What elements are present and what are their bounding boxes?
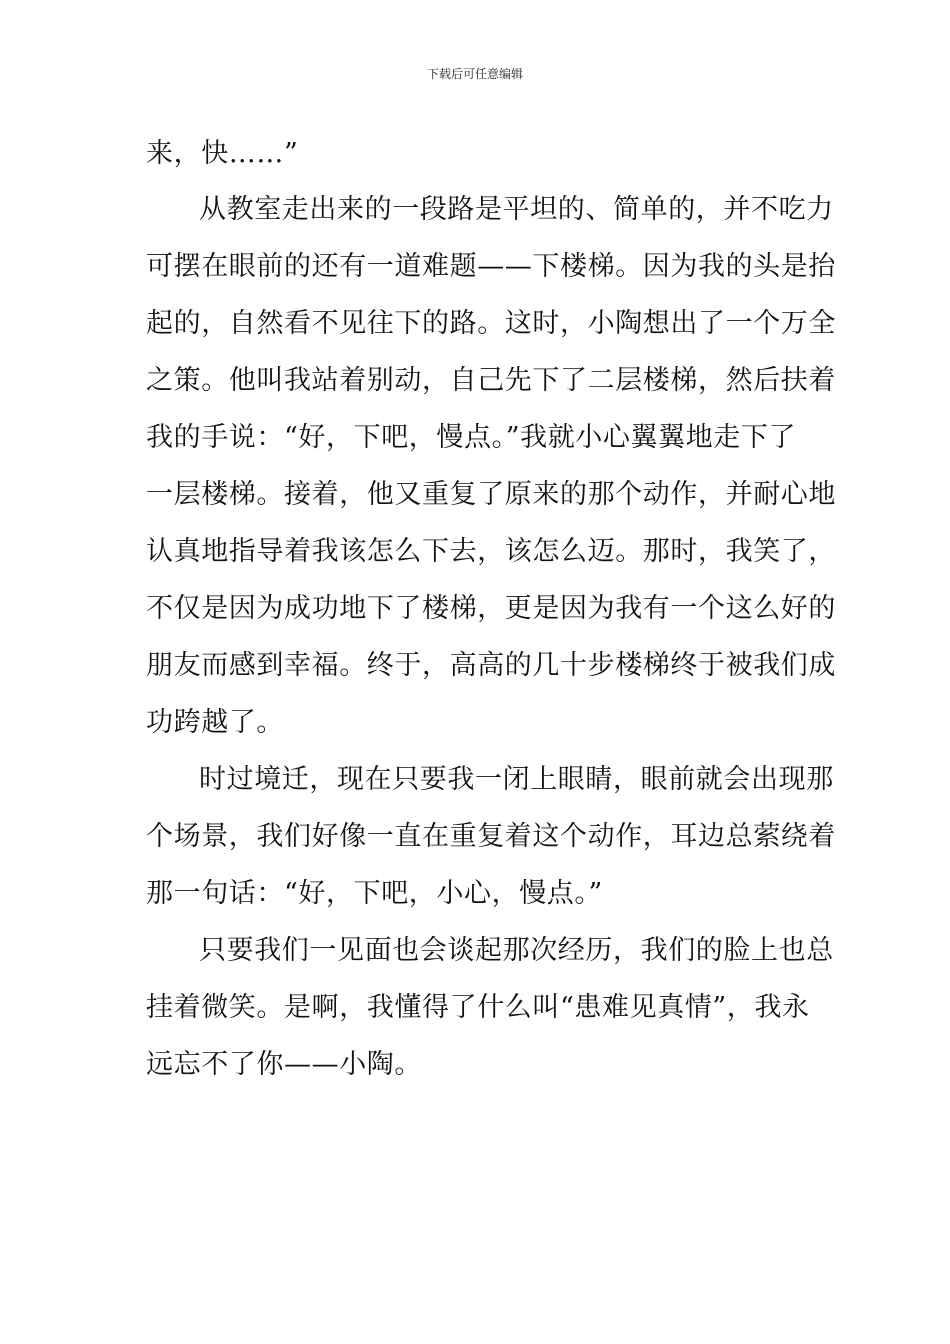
text-line-17: 远忘不了你——小陶。: [146, 1049, 422, 1080]
text-line-5: 之策。他叫我站着别动，自己先下了二层楼梯，然后扶着: [146, 365, 836, 396]
page-header: 下载后可任意编辑: [426, 67, 523, 81]
text-line-13: 个场景，我们好像一直在重复着这个动作，耳边总萦绕着: [146, 821, 836, 852]
text-line-3: 可摆在眼前的还有一道难题——下楼梯。因为我的头是抬: [146, 251, 836, 282]
text-line-6: 我的手说：“好，下吧，慢点。”我就小心翼翼地走下了: [146, 422, 797, 453]
text-line-4: 起的，自然看不见往下的路。这时，小陶想出了一个万全: [146, 308, 836, 339]
text-line-15: 只要我们一见面也会谈起那次经历，我们的脸上也总: [199, 935, 834, 966]
text-line-14: 那一句话：“好，下吧，小心，慢点。”: [146, 878, 603, 909]
text-line-8: 认真地指导着我该怎么下去，该怎么迈。那时，我笑了，: [146, 536, 836, 567]
text-line-7: 一层楼梯。接着，他又重复了原来的那个动作，并耐心地: [146, 479, 836, 510]
text-line-10: 朋友而感到幸福。终于，高高的几十步楼梯终于被我们成: [146, 650, 836, 681]
text-line-11: 功跨越了。: [146, 707, 284, 738]
text-line-16: 挂着微笑。是啊，我懂得了什么叫“患难见真情”，我永: [146, 992, 810, 1023]
text-line-12: 时过境迁，现在只要我一闭上眼睛，眼前就会出现那: [199, 764, 834, 795]
text-line-2: 从教室走出来的一段路是平坦的、简单的，并不吃力: [199, 194, 834, 225]
text-line-1: 来，快……”: [146, 138, 299, 169]
text-line-9: 不仅是因为成功地下了楼梯，更是因为我有一个这么好的: [146, 593, 836, 624]
